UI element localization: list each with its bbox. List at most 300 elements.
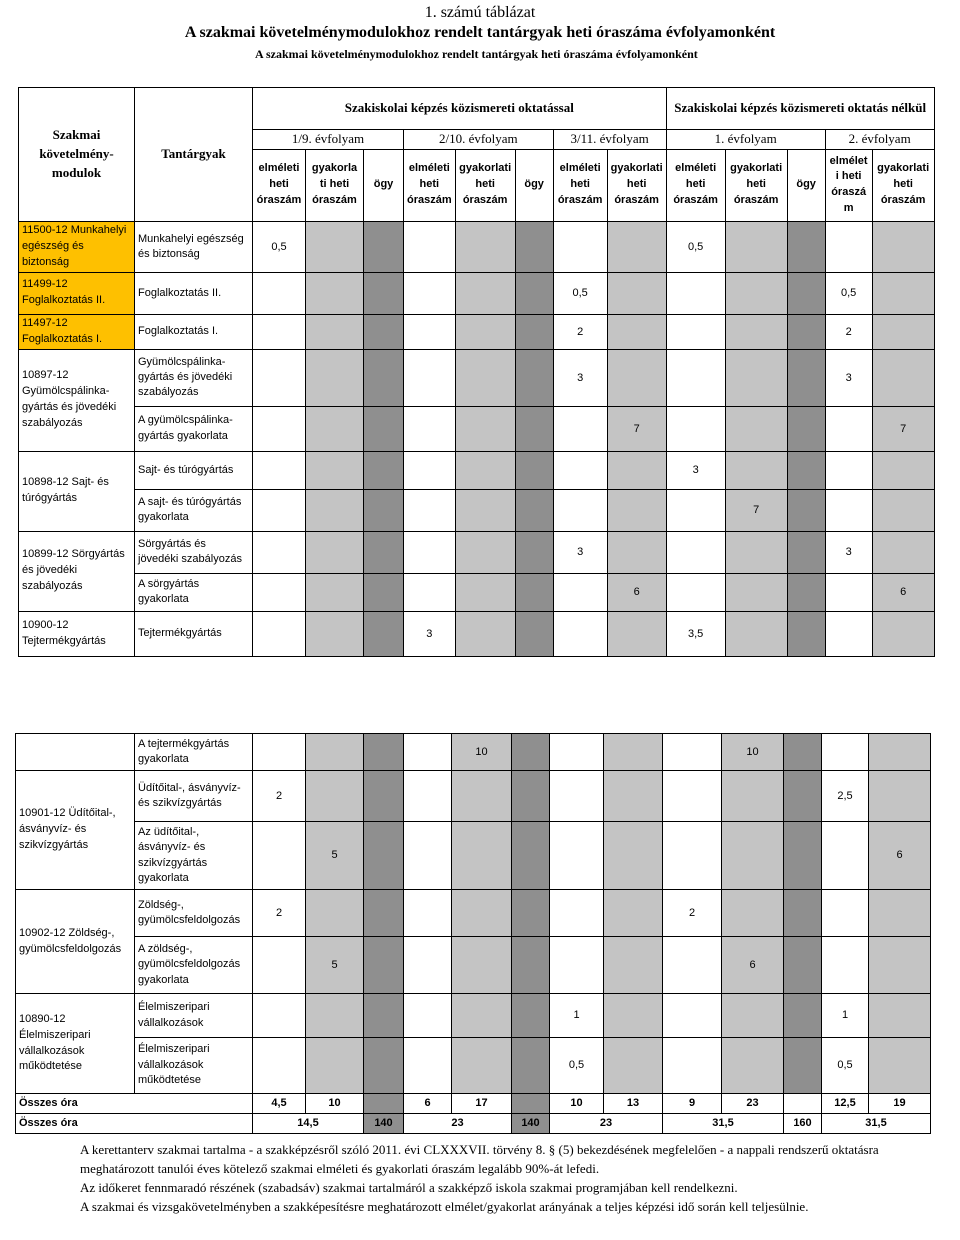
hours-table-part-2 — [15, 733, 931, 1134]
value-cell — [784, 994, 822, 1038]
value-cell — [822, 734, 869, 771]
value-cell — [452, 937, 512, 994]
value-cell — [364, 771, 404, 822]
value-cell — [787, 272, 825, 314]
value-cell: 6 — [869, 822, 931, 890]
value-cell — [725, 314, 787, 349]
value-cell: 3,5 — [666, 611, 725, 656]
value-cell — [787, 573, 825, 611]
value-cell — [787, 406, 825, 451]
value-cell: 2 — [825, 314, 872, 349]
value-cell — [515, 349, 553, 406]
value-cell — [404, 406, 456, 451]
value-cell — [550, 822, 604, 890]
value-cell — [872, 272, 934, 314]
value-cell — [666, 314, 725, 349]
value-cell — [364, 272, 404, 314]
value-cell: 2 — [553, 314, 607, 349]
value-cell — [784, 734, 822, 771]
year-header-2-10: 2/10. évfolyam — [404, 130, 554, 150]
sub-header-gyak: gyakorlati heti óraszám — [725, 149, 787, 221]
value-cell — [364, 573, 404, 611]
value-cell — [306, 349, 364, 406]
value-cell — [306, 573, 364, 611]
value-cell — [822, 822, 869, 890]
value-cell — [550, 771, 604, 822]
value-cell — [607, 221, 666, 272]
sub-header-gyak: gyakorlati heti óraszám — [455, 149, 515, 221]
table-row — [19, 451, 935, 489]
sub-header-gyak: gyakorla ti heti óraszám — [306, 149, 364, 221]
value-cell — [607, 611, 666, 656]
module-cell: 10899-12 Sörgyártás és jövedéki szabályozás — [19, 531, 135, 611]
footnote-paragraph: A szakmai és vizsgakövetelményben a szakképesítésre meghatározott elmélet/gyakorlat arányának a teljes képzési idő során kell teljesülnie. — [80, 1198, 809, 1214]
value-cell — [455, 531, 515, 573]
total-cell: 140 — [512, 1114, 550, 1134]
value-cell — [253, 451, 306, 489]
value-cell — [364, 1038, 404, 1094]
value-cell — [512, 771, 550, 822]
module-cell: 10902-12 Zöldség-, gyümölcsfeldolgozás — [16, 890, 135, 994]
module-cell: 10897-12 Gyümölcspálinka-gyártás és jövedéki szabályozás — [19, 349, 135, 451]
value-cell: 5 — [306, 937, 364, 994]
table-row — [19, 349, 935, 406]
value-cell — [306, 611, 364, 656]
value-cell — [253, 349, 306, 406]
subject-cell: A gyümölcspálinka-gyártás gyakorlata — [135, 406, 253, 451]
value-cell — [306, 1038, 364, 1094]
value-cell — [666, 573, 725, 611]
value-cell — [364, 890, 404, 937]
value-cell — [725, 573, 787, 611]
total-cell: 140 — [364, 1114, 404, 1134]
value-cell — [404, 937, 452, 994]
module-cell — [16, 734, 135, 771]
total-cell: 12,5 — [822, 1094, 869, 1114]
value-cell — [253, 994, 306, 1038]
subject-cell: Élelmiszeripari vállalkozások működtetése — [135, 1038, 253, 1094]
totals-row — [16, 1114, 931, 1134]
value-cell — [787, 489, 825, 531]
footnote-paragraph: A kerettanterv szakmai tartalma - a szakképzésről szóló 2011. évi CLXXXVII. törvény 8. § (5) bekezdésének megfelelően - a nappali rendszerű oktatásra meghatározott tanulói éves kötelező szakmai elméleti és gyakorlati óraszám legalább 90%-át lefedi. — [80, 1142, 879, 1176]
value-cell — [869, 890, 931, 937]
table-title: A szakmai követelménymodulokhoz rendelt tantárgyak heti óraszáma évfolyamonként — [184, 24, 776, 41]
value-cell — [253, 1038, 306, 1094]
value-cell — [404, 272, 456, 314]
value-cell — [306, 771, 364, 822]
table-row — [19, 272, 935, 314]
subject-cell: Sajt- és túrógyártás — [135, 451, 253, 489]
year-header-2: 2. évfolyam — [825, 130, 934, 150]
total-cell — [512, 1094, 550, 1114]
value-cell — [822, 890, 869, 937]
value-cell — [604, 734, 663, 771]
value-cell — [872, 489, 934, 531]
value-cell — [725, 272, 787, 314]
value-cell — [404, 451, 456, 489]
value-cell — [515, 489, 553, 531]
value-cell — [784, 890, 822, 937]
total-cell: 17 — [452, 1094, 512, 1114]
value-cell — [364, 221, 404, 272]
subject-cell: A zöldség-, gyümölcsfeldolgozás gyakorlata — [135, 937, 253, 994]
module-cell: 10900-12 Tejtermékgyártás — [19, 611, 135, 656]
value-cell — [550, 890, 604, 937]
value-cell — [404, 221, 456, 272]
value-cell: 0,5 — [822, 1038, 869, 1094]
subject-cell: Az üdítőital-, ásványvíz- és szikvízgyártás gyakorlata — [135, 822, 253, 890]
value-cell — [666, 349, 725, 406]
value-cell — [515, 314, 553, 349]
value-cell — [663, 822, 722, 890]
value-cell — [604, 1038, 663, 1094]
value-cell — [787, 314, 825, 349]
value-cell — [607, 349, 666, 406]
value-cell — [553, 611, 607, 656]
value-cell: 1 — [550, 994, 604, 1038]
value-cell — [455, 611, 515, 656]
value-cell — [404, 771, 452, 822]
value-cell — [253, 573, 306, 611]
value-cell — [455, 451, 515, 489]
value-cell: 3 — [553, 349, 607, 406]
value-cell — [722, 771, 784, 822]
value-cell — [869, 1038, 931, 1094]
value-cell — [872, 349, 934, 406]
value-cell — [306, 314, 364, 349]
total-cell: 160 — [784, 1114, 822, 1134]
value-cell — [666, 272, 725, 314]
table-row — [19, 314, 935, 349]
value-cell — [253, 937, 306, 994]
value-cell — [306, 221, 364, 272]
value-cell — [515, 573, 553, 611]
value-cell: 0,5 — [666, 221, 725, 272]
group-header-without-general: Szakiskolai képzés közismereti oktatás nélkül — [666, 88, 934, 130]
subject-cell: Tejtermékgyártás — [135, 611, 253, 656]
value-cell: 10 — [452, 734, 512, 771]
value-cell — [663, 994, 722, 1038]
value-cell — [404, 822, 452, 890]
subject-cell: Zöldség-, gyümölcsfeldolgozás — [135, 890, 253, 937]
value-cell — [784, 822, 822, 890]
value-cell — [404, 531, 456, 573]
group-header-with-general: Szakiskolai képzés közismereti oktatással — [253, 88, 667, 130]
value-cell — [455, 489, 515, 531]
total-cell — [784, 1094, 822, 1114]
total-cell: 13 — [604, 1094, 663, 1114]
value-cell — [455, 221, 515, 272]
value-cell: 3 — [553, 531, 607, 573]
year-header-1: 1. évfolyam — [666, 130, 825, 150]
value-cell — [452, 994, 512, 1038]
value-cell — [604, 771, 663, 822]
value-cell — [550, 734, 604, 771]
value-cell — [364, 734, 404, 771]
value-cell — [607, 531, 666, 573]
value-cell — [404, 1038, 452, 1094]
value-cell — [784, 937, 822, 994]
table-row — [16, 937, 931, 994]
module-cell: 11499-12 Foglalkoztatás II. — [19, 272, 135, 314]
module-cell: 11500-12 Munkahelyi egészség és biztonság — [19, 221, 135, 272]
total-cell: 23 — [404, 1114, 512, 1134]
value-cell: 0,5 — [550, 1038, 604, 1094]
value-cell — [364, 489, 404, 531]
value-cell — [872, 611, 934, 656]
subject-cell: Sörgyártás és jövedéki szabályozás — [135, 531, 253, 573]
value-cell — [306, 890, 364, 937]
value-cell — [553, 406, 607, 451]
year-header-1-9: 1/9. évfolyam — [253, 130, 404, 150]
footnotes — [80, 1141, 900, 1216]
value-cell — [784, 771, 822, 822]
value-cell: 3 — [666, 451, 725, 489]
sub-header-ogy: ögy — [787, 149, 825, 221]
hours-table-part-1 — [18, 87, 935, 657]
value-cell — [825, 611, 872, 656]
value-cell — [787, 611, 825, 656]
value-cell: 0,5 — [825, 272, 872, 314]
value-cell — [722, 822, 784, 890]
value-cell — [725, 611, 787, 656]
module-cell: 11497-12 Foglalkoztatás I. — [19, 314, 135, 349]
subject-cell: Üdítőital-, ásványvíz- és szikvízgyártás — [135, 771, 253, 822]
sub-header-elm: elméleti heti óraszám — [404, 149, 456, 221]
value-cell — [607, 489, 666, 531]
value-cell — [787, 531, 825, 573]
value-cell — [825, 573, 872, 611]
table-row — [16, 994, 931, 1038]
subject-cell: Élelmiszeripari vállalkozások — [135, 994, 253, 1038]
value-cell — [825, 406, 872, 451]
value-cell: 2 — [663, 890, 722, 937]
value-cell — [364, 531, 404, 573]
sub-header-elm: elméleti heti óraszám — [253, 149, 306, 221]
value-cell — [553, 573, 607, 611]
value-cell — [306, 994, 364, 1038]
value-cell — [452, 1038, 512, 1094]
value-cell — [787, 349, 825, 406]
value-cell — [253, 611, 306, 656]
value-cell — [869, 734, 931, 771]
value-cell — [722, 1038, 784, 1094]
value-cell — [553, 451, 607, 489]
value-cell — [722, 890, 784, 937]
value-cell — [404, 349, 456, 406]
value-cell — [364, 314, 404, 349]
value-cell: 0,5 — [253, 221, 306, 272]
value-cell — [364, 937, 404, 994]
value-cell — [515, 451, 553, 489]
module-cell: 10898-12 Sajt- és túrógyártás — [19, 451, 135, 531]
value-cell — [553, 489, 607, 531]
total-cell: 31,5 — [822, 1114, 931, 1134]
year-header-3-11: 3/11. évfolyam — [553, 130, 666, 150]
value-cell — [404, 573, 456, 611]
value-cell — [455, 314, 515, 349]
total-cell: 19 — [869, 1094, 931, 1114]
subject-cell: Foglalkoztatás I. — [135, 314, 253, 349]
subject-cell: A tejtermékgyártás gyakorlata — [135, 734, 253, 771]
value-cell — [452, 890, 512, 937]
table-row — [19, 611, 935, 656]
value-cell: 3 — [825, 349, 872, 406]
table-row — [16, 734, 931, 771]
value-cell — [512, 734, 550, 771]
value-cell — [869, 771, 931, 822]
footnote-paragraph: Az időkeret fennmaradó részének (szabadsáv) szakmai tartalmáról a szakképző iskola szakmai programjában kell rendelkezni. — [80, 1179, 738, 1195]
totals-label: Összes óra — [16, 1114, 253, 1134]
value-cell — [784, 1038, 822, 1094]
value-cell — [515, 272, 553, 314]
value-cell — [607, 451, 666, 489]
value-cell: 7 — [872, 406, 934, 451]
sub-header-ogy: ögy — [515, 149, 553, 221]
sub-header-elm: elméleti heti óraszám — [553, 149, 607, 221]
value-cell — [604, 822, 663, 890]
value-cell — [825, 221, 872, 272]
value-cell: 3 — [825, 531, 872, 573]
value-cell — [787, 221, 825, 272]
table-row — [19, 573, 935, 611]
value-cell — [306, 451, 364, 489]
value-cell — [364, 451, 404, 489]
value-cell — [663, 771, 722, 822]
sub-header-elm: elmélet i heti óraszá m — [825, 149, 872, 221]
total-cell: 10 — [550, 1094, 604, 1114]
value-cell — [787, 451, 825, 489]
value-cell — [666, 406, 725, 451]
value-cell: 7 — [607, 406, 666, 451]
value-cell — [515, 531, 553, 573]
value-cell — [663, 1038, 722, 1094]
table-row — [16, 822, 931, 890]
value-cell — [455, 272, 515, 314]
value-cell — [455, 573, 515, 611]
value-cell — [666, 489, 725, 531]
value-cell — [306, 406, 364, 451]
value-cell — [663, 734, 722, 771]
value-cell — [253, 314, 306, 349]
sub-header-gyak: gyakorlati heti óraszám — [607, 149, 666, 221]
table-row — [19, 406, 935, 451]
value-cell: 2,5 — [822, 771, 869, 822]
sub-header-ogy: ögy — [364, 149, 404, 221]
value-cell: 5 — [306, 822, 364, 890]
value-cell — [306, 489, 364, 531]
value-cell — [550, 937, 604, 994]
value-cell — [404, 994, 452, 1038]
value-cell — [253, 272, 306, 314]
value-cell: 6 — [872, 573, 934, 611]
table-number: 1. számú táblázat — [424, 4, 536, 21]
value-cell — [604, 937, 663, 994]
total-cell: 31,5 — [663, 1114, 784, 1134]
total-cell: 14,5 — [253, 1114, 364, 1134]
table-subtitle: A szakmai követelménymodulokhoz rendelt tantárgyak heti óraszáma évfolyamonként — [255, 47, 698, 61]
value-cell — [725, 349, 787, 406]
value-cell — [725, 451, 787, 489]
value-cell — [253, 531, 306, 573]
col-header-subject: Tantárgyak — [135, 88, 253, 222]
value-cell — [364, 611, 404, 656]
value-cell — [515, 611, 553, 656]
module-cell: 10901-12 Üdítőital-, ásványvíz- és szikvízgyártás — [16, 771, 135, 890]
value-cell — [725, 531, 787, 573]
value-cell — [364, 994, 404, 1038]
value-cell — [455, 349, 515, 406]
total-cell: 6 — [404, 1094, 452, 1114]
value-cell: 0,5 — [553, 272, 607, 314]
value-cell — [663, 937, 722, 994]
value-cell — [306, 734, 364, 771]
value-cell: 6 — [607, 573, 666, 611]
value-cell — [872, 221, 934, 272]
value-cell — [253, 489, 306, 531]
table-row — [16, 771, 931, 822]
module-cell: 10890-12 Élelmiszeripari vállalkozások működtetése — [16, 994, 135, 1094]
value-cell — [512, 994, 550, 1038]
table-row — [16, 890, 931, 937]
subject-cell: Munkahelyi egészség és biztonság — [135, 221, 253, 272]
value-cell — [515, 406, 553, 451]
subject-cell: Gyümölcspálinka-gyártás és jövedéki szabályozás — [135, 349, 253, 406]
value-cell — [404, 314, 456, 349]
totals-row — [16, 1094, 931, 1114]
value-cell — [869, 937, 931, 994]
value-cell — [722, 994, 784, 1038]
total-cell: 23 — [550, 1114, 663, 1134]
sub-header-gyak: gyakorlati heti óraszám — [872, 149, 934, 221]
value-cell — [725, 406, 787, 451]
value-cell — [725, 221, 787, 272]
table-row — [16, 1038, 931, 1094]
value-cell — [607, 272, 666, 314]
table-row — [19, 531, 935, 573]
value-cell — [404, 734, 452, 771]
value-cell — [825, 451, 872, 489]
value-cell — [515, 221, 553, 272]
value-cell — [872, 531, 934, 573]
value-cell — [512, 1038, 550, 1094]
total-cell: 4,5 — [253, 1094, 306, 1114]
value-cell — [253, 734, 306, 771]
value-cell — [253, 406, 306, 451]
value-cell: 2 — [253, 890, 306, 937]
value-cell — [306, 531, 364, 573]
total-cell: 23 — [722, 1094, 784, 1114]
value-cell: 3 — [404, 611, 456, 656]
subject-cell: A sajt- és túrógyártás gyakorlata — [135, 489, 253, 531]
value-cell: 1 — [822, 994, 869, 1038]
value-cell — [825, 489, 872, 531]
value-cell — [604, 890, 663, 937]
value-cell — [869, 994, 931, 1038]
value-cell — [607, 314, 666, 349]
value-cell: 2 — [253, 771, 306, 822]
total-cell — [364, 1094, 404, 1114]
value-cell — [553, 221, 607, 272]
totals-label: Összes óra — [16, 1094, 253, 1114]
sub-header-elm: elméleti heti óraszám — [666, 149, 725, 221]
subject-cell: A sörgyártás gyakorlata — [135, 573, 253, 611]
value-cell — [404, 890, 452, 937]
value-cell: 6 — [722, 937, 784, 994]
value-cell: 7 — [725, 489, 787, 531]
value-cell — [364, 406, 404, 451]
total-cell: 10 — [306, 1094, 364, 1114]
